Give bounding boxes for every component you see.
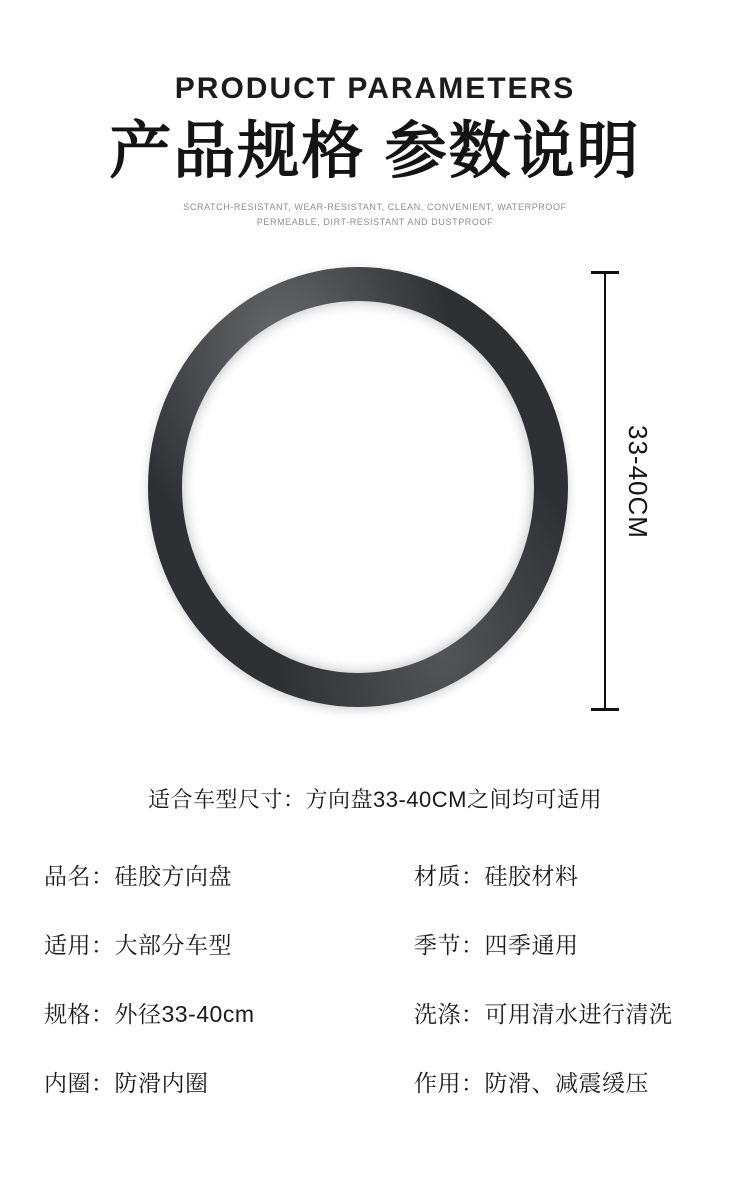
- steering-wheel-cover-image: [148, 267, 568, 707]
- spec-value: 硅胶方向盘: [114, 862, 232, 889]
- spec-value: 防滑、减震缓压: [484, 1069, 649, 1096]
- page-subtitle-line-2: PERMEABLE, DIRT-RESISTANT AND DUSTPROOF: [256, 217, 494, 228]
- dimension-cap-bottom: [591, 708, 619, 711]
- steering-wheel-inner-shading: [182, 301, 534, 673]
- page-subtitle-line-1: SCRATCH-RESISTANT, WEAR-RESISTANT, CLEAN, CONVENIENT, WATERPROOF: [183, 202, 567, 213]
- page-subtitle: [0, 200, 750, 231]
- spec-value: 可用清水进行清洗: [484, 1000, 673, 1027]
- page-title-chinese: 产品规格 参数说明: [109, 117, 641, 186]
- spec-row: [44, 927, 414, 960]
- page-title-english: PRODUCT PARAMETERS: [174, 72, 576, 105]
- specification-grid: [0, 858, 750, 1098]
- spec-key: 作用：: [414, 1069, 485, 1096]
- spec-key: 洗涤：: [414, 1000, 485, 1027]
- spec-key: 季节：: [414, 931, 485, 958]
- dimension-cap-top: [591, 271, 619, 274]
- spec-row: [414, 1065, 708, 1098]
- spec-key: 内圈：: [44, 1069, 115, 1096]
- spec-value: 硅胶材料: [484, 862, 579, 889]
- spec-row: [44, 858, 414, 891]
- spec-row: [414, 858, 708, 891]
- spec-value: 大部分车型: [114, 931, 232, 958]
- dimension-line: [604, 271, 606, 711]
- spec-key: 材质：: [414, 862, 485, 889]
- spec-key: 规格：: [44, 1000, 115, 1027]
- dimension-label: 33-40CM: [623, 424, 653, 539]
- fitment-note: 适合车型尺寸：方向盘33-40CM之间均可适用: [148, 786, 602, 812]
- spec-key: 品名：: [44, 862, 115, 889]
- spec-value: 四季通用: [484, 931, 579, 958]
- page-header: [0, 0, 750, 231]
- spec-row: [44, 996, 414, 1029]
- spec-row: [44, 1065, 414, 1098]
- spec-value: 防滑内圈: [114, 1069, 209, 1096]
- product-image-area: [0, 255, 750, 775]
- spec-row: [414, 996, 708, 1029]
- spec-row: [414, 927, 708, 960]
- spec-value: 外径33-40cm: [114, 1000, 255, 1027]
- spec-key: 适用：: [44, 931, 115, 958]
